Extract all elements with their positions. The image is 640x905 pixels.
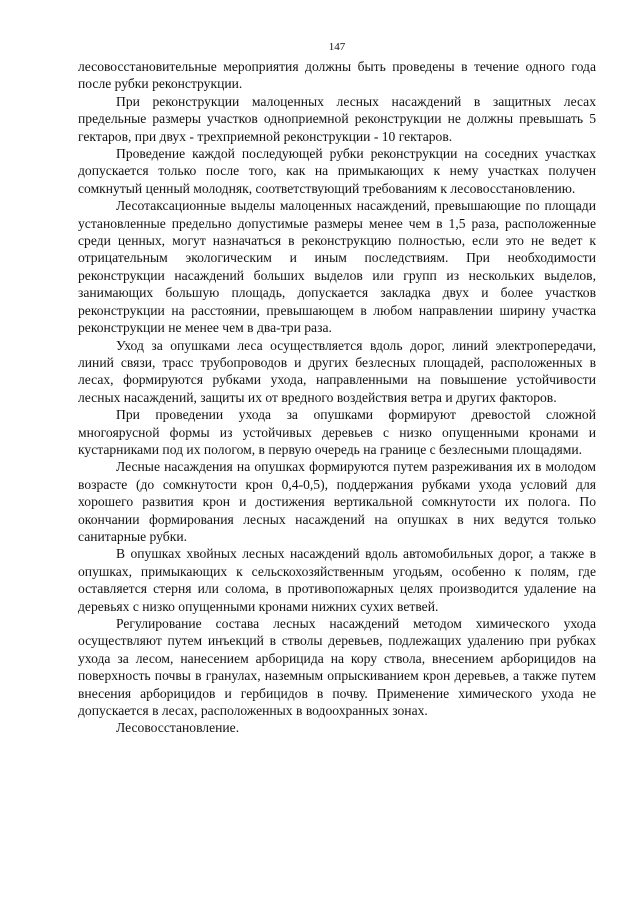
paragraph-edge-stand-formation: При проведении ухода за опушками формируют древостой сложной многоярусной формы из устойчивых деревьев с низко опущенными кронами и кустарниками под их пологом, в первую очередь на границе с безлесными площадями. [78,407,596,457]
page-number: 147 [328,41,346,53]
paragraph-chemical-care: Регулирование состава лесных насаждений методом химического ухода осуществляют путем инъекций в стволы деревьев, подлежащих удалению при рубках ухода за лесом, нанесением арборицида на кору ствола, внесением арборицидов на поверхность почвы в гранулах, наземным опрыскиванием крон деревьев, а также путем внесения арборицидов и гербицидов в почву. Применение химического ухода не допускается в лесах, расположенных в водоохранных зонах. [78,616,596,719]
paragraph-edge-care: Уход за опушками леса осуществляется вдоль дорог, линий электропередачи, линий связи, трасс трубопроводов и других безлесных площадей, расположенных в лесах, формируются рубками ухода, направленными на повышение устойчивости лесных насаждений, защиты их от вредного воздействия ветра и других факторов. [78,337,596,405]
paragraph-forest-plots: Лесотаксационные выделы малоценных насаждений, превышающие по площади установленные предельно допустимые размеры менее чем в 1,5 раза, расположенные среди ценных, могут назначаться в реконструкцию полностью, если это не ведет к отрицательным экологическим и иным последствиям. При необходимости реконструкции насаждений больших выделов или групп из нескольких выделов, занимающих большую площадь, допускается закладка двух и более участков реконструкции на расстоянии, превышающем в любом направлении ширину участка реконструкции не менее чем в два-три раза. [78,198,596,336]
paragraph-reforestation-heading: Лесовосстановление. [116,720,240,736]
document-page [78,40,596,737]
paragraph-subsequent-felling: Проведение каждой последующей рубки реконструкции на соседних участках допускается только после того, как на примыкающих к нему участках получен сомкнутый ценный молодняк, соответствующий требованиям к лесовосстановлению. [78,146,596,196]
paragraph-reconstruction-limits: При реконструкции малоценных лесных насаждений в защитных лесах предельные размеры участков одноприемной реконструкции не должны превышать 5 гектаров, при двух - трехприемной реконструкции - 10 гектаров. [78,93,596,144]
paragraph-coniferous-edges: В опушках хвойных лесных насаждений вдоль автомобильных дорог, а также в опушках, примыкающих к сельскохозяйственным угодьям, особенно к полям, где оставляется стерня или солома, в противопожарных целях производится удаление на деревьях с низко опущенными кронами нижних сухих ветвей. [78,546,596,614]
paragraph-continuation: лесовосстановительные мероприятия должны быть проведены в течение одного года после рубки реконструкции. [78,59,596,92]
paragraph-edge-thinning: Лесные насаждения на опушках формируются путем разреживания их в молодом возрасте (до сомкнутости крон 0,4-0,5), поддержания рубками ухода условий для хорошего развития крон и достижения вертикальной сомкнутости их полога. По окончании формирования лесных насаждений на опушках в них ведутся только санитарные рубки. [78,459,596,544]
